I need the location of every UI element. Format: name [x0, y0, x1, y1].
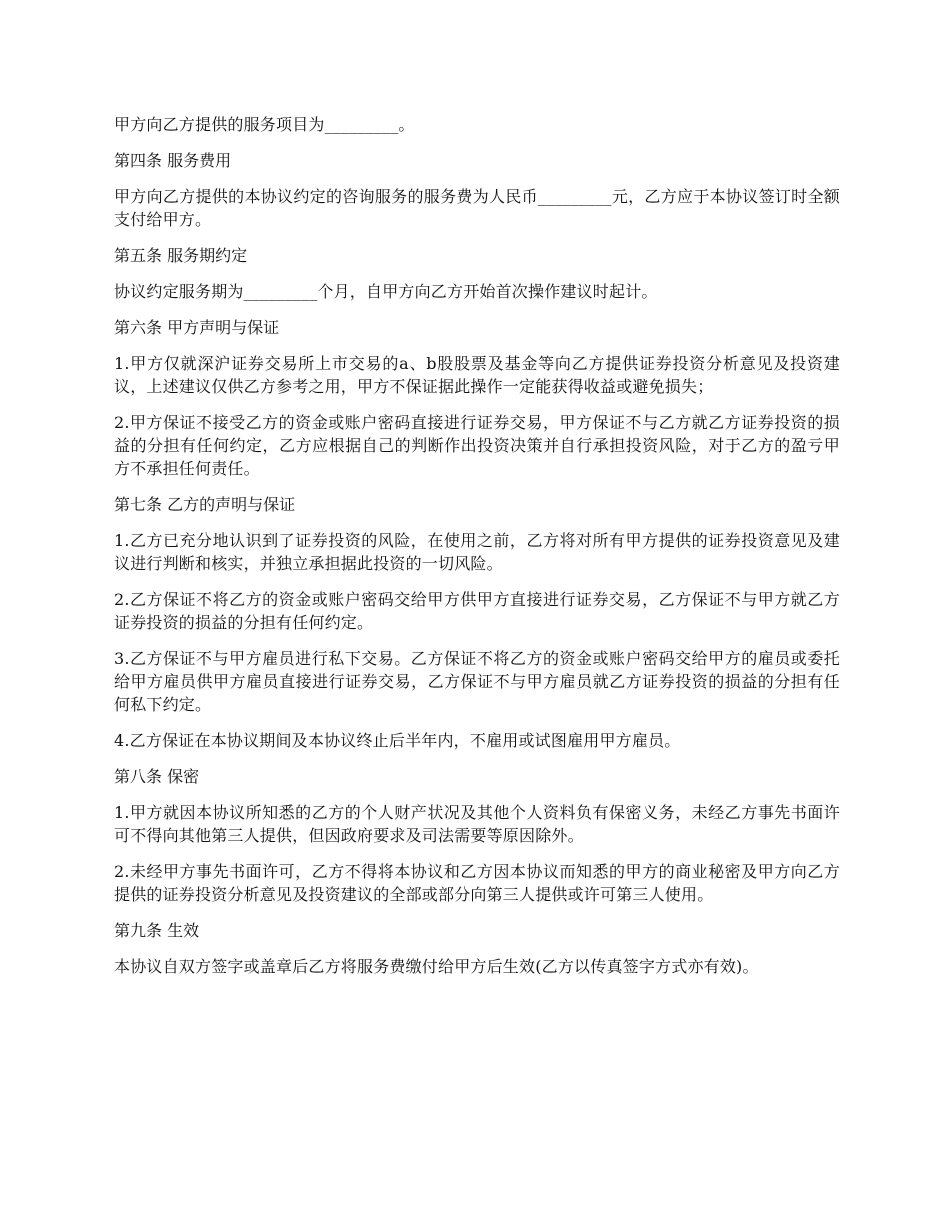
- service-period-paragraph: 协议约定服务期为_________个月，自甲方向乙方开始首次操作建议时起计。: [114, 282, 658, 301]
- article-7-heading: 第七条 乙方的声明与保证: [114, 495, 296, 514]
- article-4-heading: 第四条 服务费用: [114, 151, 232, 170]
- service-fee-paragraph: 甲方向乙方提供的本协议约定的咨询服务的服务费为人民币_________元，乙方应于本协议签订时全额支付给甲方。: [114, 187, 840, 229]
- article-5-heading: 第五条 服务期约定: [114, 246, 248, 265]
- service-items-paragraph: 甲方向乙方提供的服务项目为_________。: [114, 115, 415, 134]
- party-b-clause-3: 3.乙方保证不与甲方雇员进行私下交易。乙方保证不将乙方的资金或账户密码交给甲方的雇员或委托给甲方雇员供甲方雇员直接进行证券交易，乙方保证不与甲方雇员就乙方证券投资的损益的分担有任何私下约定。: [114, 649, 840, 714]
- article-6-heading: 第六条 甲方声明与保证: [114, 318, 280, 337]
- party-b-clause-2: 2.乙方保证不将乙方的资金或账户密码交给甲方供甲方直接进行证券交易，乙方保证不与甲方就乙方证券投资的损益的分担有任何约定。: [114, 590, 840, 632]
- effectiveness-paragraph: 本协议自双方签字或盖章后乙方将服务费缴付给甲方后生效(乙方以传真签字方式亦有效)。: [114, 957, 759, 976]
- confidentiality-clause-1: 1.甲方就因本协议所知悉的乙方的个人财产状况及其他个人资料负有保密义务，未经乙方事先书面许可不得向其他第三人提供，但因政府要求及司法需要等原因除外。: [114, 803, 840, 845]
- confidentiality-clause-2: 2.未经甲方事先书面许可，乙方不得将本协议和乙方因本协议而知悉的甲方的商业秘密及甲方向乙方提供的证券投资分析意见及投资建议的全部或部分向第三人提供或许可第三人使用。: [114, 862, 840, 904]
- article-9-heading: 第九条 生效: [114, 921, 200, 940]
- party-a-clause-1: 1.甲方仅就深沪证券交易所上市交易的a、b股股票及基金等向乙方提供证券投资分析意见及投资建议，上述建议仅供乙方参考之用，甲方不保证据此操作一定能获得收益或避免损失；: [114, 354, 840, 396]
- party-a-clause-2: 2.甲方保证不接受乙方的资金或账户密码直接进行证券交易，甲方保证不与乙方就乙方证券投资的损益的分担有任何约定，乙方应根据自己的判断作出投资决策并自行承担投资风险，对于乙方的盈亏甲方不承担任何责任。: [114, 413, 840, 478]
- party-b-clause-1: 1.乙方已充分地认识到了证券投资的风险，在使用之前，乙方将对所有甲方提供的证券投资意见及建议进行判断和核实，并独立承担据此投资的一切风险。: [114, 531, 840, 573]
- article-8-heading: 第八条 保密: [114, 767, 200, 786]
- party-b-clause-4: 4.乙方保证在本协议期间及本协议终止后半年内，不雇用或试图雇用甲方雇员。: [114, 731, 681, 750]
